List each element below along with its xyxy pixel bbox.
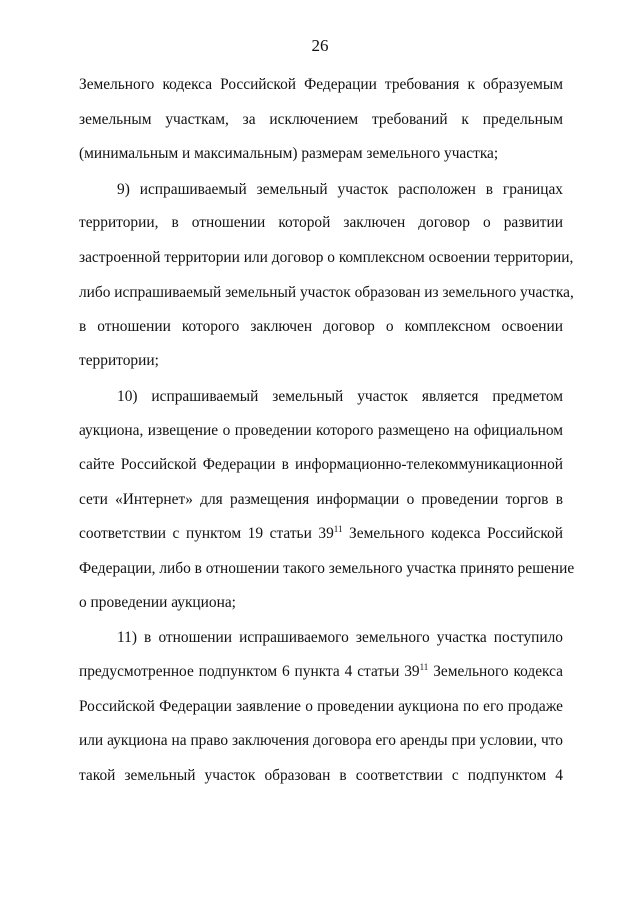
text-line: или аукциона на право заключения договора его аренды при условии, что (79, 732, 563, 749)
text-line: в отношении которого заключен договор о комплексном освоении (79, 318, 563, 335)
page-number: 26 (311, 36, 329, 55)
text-line: сети «Интернет» для размещения информации о проведении торгов в (79, 491, 563, 508)
text-line: территории, в отношении которой заключен договор о развитии (79, 214, 563, 231)
text-fragment: Земельного кодекса (428, 663, 563, 680)
text-line: либо испрашиваемый земельный участок образован из земельного участка, (79, 284, 574, 301)
text-line: аукциона, извещение о проведении которого размещено на официальном (79, 422, 563, 439)
superscript: 11 (419, 662, 429, 672)
text-line: 9) испрашиваемый земельный участок расположен в границах (117, 181, 563, 198)
text-line (79, 524, 563, 544)
text-line (79, 662, 563, 682)
text-line: (минимальным и максимальным) размерам земельного участка; (79, 145, 499, 162)
text-line: Федерации, либо в отношении такого земельного участка принято решение (79, 560, 575, 577)
text-line: о проведении аукциона; (79, 594, 236, 611)
text-line: такой земельный участок образован в соответствии с подпунктом 4 (79, 767, 563, 784)
text-line: 11) в отношении испрашиваемого земельного участка поступило (117, 629, 563, 646)
text-line: Российской Федерации заявление о проведении аукциона по его продаже (79, 698, 563, 715)
text-line: территории; (79, 352, 159, 369)
text-fragment: соответствии с пунктом 19 статьи 39 (79, 525, 334, 542)
text-line: земельным участкам, за исключением требований к предельным (79, 111, 563, 128)
superscript: 11 (333, 524, 343, 534)
text-line: Земельного кодекса Российской Федерации требования к образуемым (79, 76, 563, 93)
text-line: 10) испрашиваемый земельный участок является предметом (117, 388, 563, 405)
text-line: застроенной территории или договор о комплексном освоении территории, (79, 249, 574, 266)
text-fragment: Земельного кодекса Российской (342, 525, 563, 542)
text-line: сайте Российской Федерации в информационно-телекоммуникационной (79, 456, 563, 473)
text-fragment: предусмотренное подпунктом 6 пункта 4 статьи 39 (79, 663, 420, 680)
